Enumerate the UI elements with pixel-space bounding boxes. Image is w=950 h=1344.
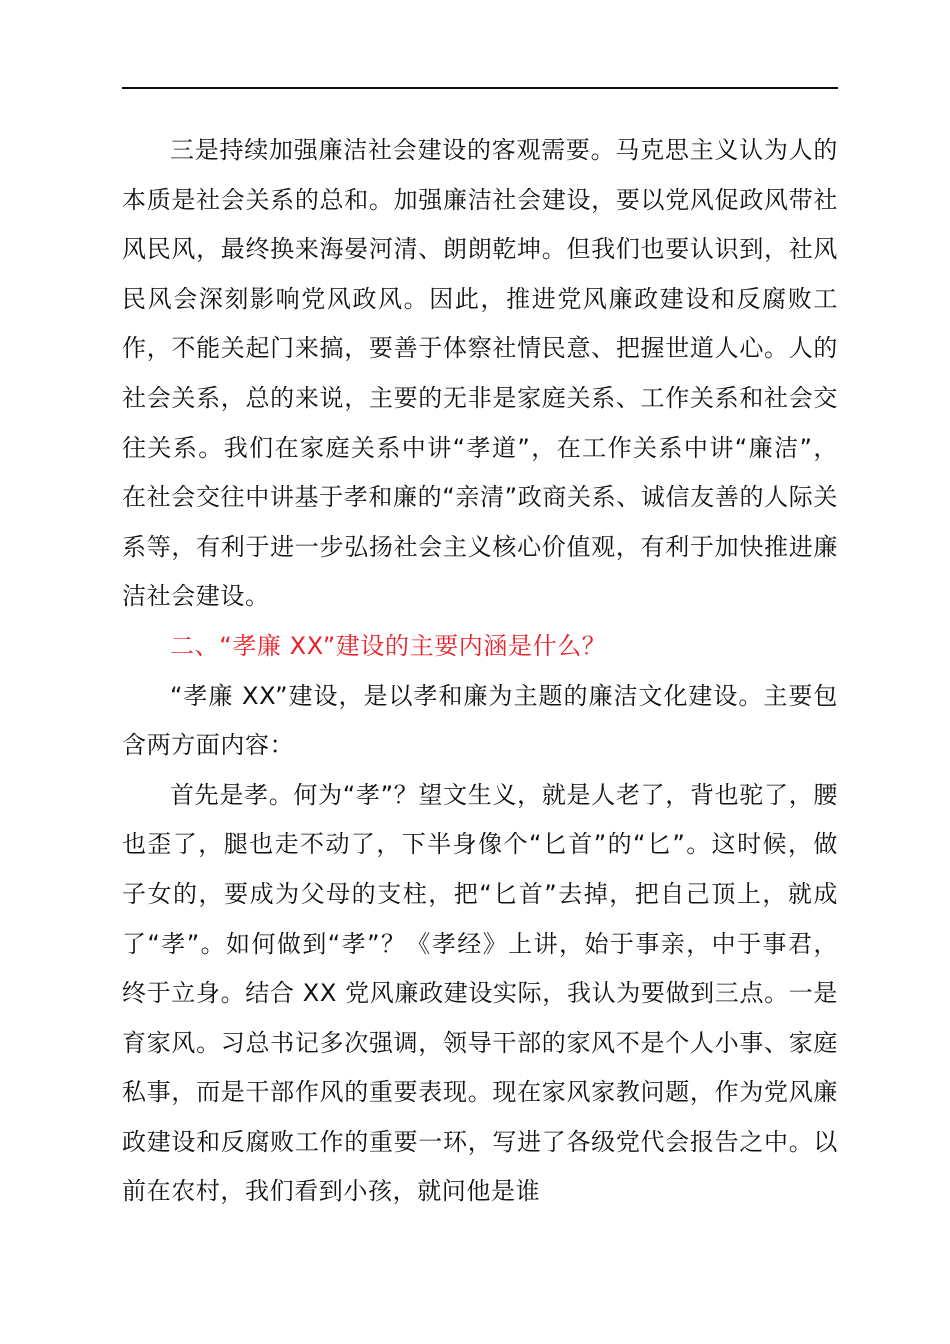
- section-heading: 二、“孝廉 XX”建设的主要内涵是什么？: [170, 631, 607, 660]
- paragraph-filial-piety: 首先是孝。何为“孝”？望文生义，就是人老了，背也驼了，腰也歪了，腿也走不动了，下半身像个“匕首”的“匕”。这时候，做子女的，要成为父母的支柱，把“匕首”去掉，把自己顶上，就成了“孝”。如何做到“孝”？《孝经》上讲，始于事亲，中于事君，终于立身。结合 XX 党风廉政建设实际，我认为要做到三点。一是育家风。习总书记多次强调，领导干部的家风不是个人小事、家庭私事，而是干部作风的重要表现。现在家风家教问题，作为党风廉政建设和反腐败工作的重要一环，写进了各级党代会报告之中。以前在农村，我们看到小孩，就问他是谁: [122, 780, 838, 1206]
- paragraph-intro: “孝廉 XX”建设，是以孝和廉为主题的廉洁文化建设。主要包含两方面内容：: [122, 681, 838, 760]
- header-rule: [122, 87, 838, 89]
- paragraph-social-construction: 三是持续加强廉洁社会建设的客观需要。马克思主义认为人的本质是社会关系的总和。加强廉洁社会建设，要以党风促政风带社风民风，最终换来海晏河清、朗朗乾坤。但我们也要认识到，社风民风会深刻影响党风政风。因此，推进党风廉政建设和反腐败工作，不能关起门来搞，要善于体察社情民意、把握世道人心。人的社会关系，总的来说，主要的无非是家庭关系、工作关系和社会交往关系。我们在家庭关系中讲“孝道”，在工作关系中讲“廉洁”，在社会交往中讲基于孝和廉的“亲清”政商关系、诚信友善的人际关系等，有利于进一步弘扬社会主义核心价值观，有利于加快推进廉洁社会建设。: [122, 136, 838, 611]
- document-body: [122, 126, 838, 1217]
